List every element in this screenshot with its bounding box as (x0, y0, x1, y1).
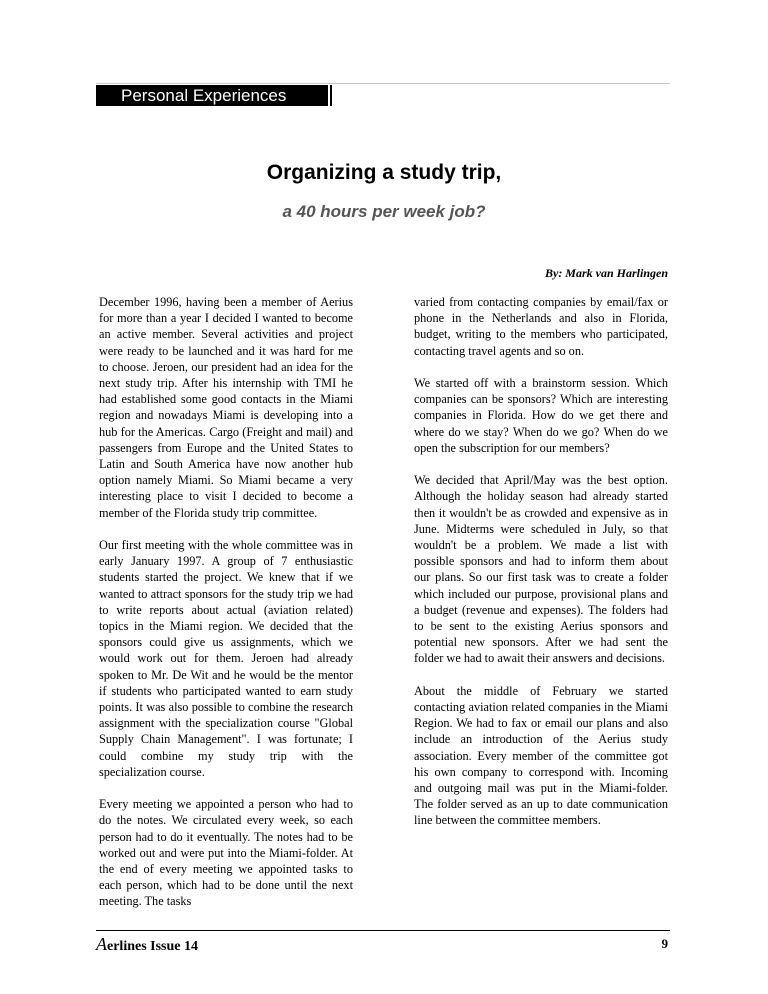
left-column (99, 294, 353, 926)
paragraph: We decided that April/May was the best option. Although the holiday season had already started then it wouldn't be as crowded and expensive as in June. Midterms were scheduled in July, so that wouldn't be a problem. We made a list with possible sponsors and had to inform them about our plans. So our first task was to create a folder which included our purpose, provisional plans and a budget (revenue and expenses). The folders had to be sent to the existing Aerius sponsors and potential new sponsors. After we had sent the folder we had to await their answers and decisions. (414, 473, 668, 666)
page-number: 9 (661, 936, 668, 951)
magazine-logo: A (96, 934, 107, 954)
paragraph: Every meeting we appointed a person who had to do the notes. We circulated every week, so each person had to do it eventually. The notes had to be worked out and were put into the Miami-folder. At the end of every meeting we appointed tasks to each person, which had to be done until the next meeting. The tasks (99, 797, 353, 909)
section-header-label: Personal Experiences (121, 86, 287, 105)
footer-issue: erlines Issue 14 (107, 939, 198, 954)
footer-rule (96, 930, 670, 931)
paragraph: Our first meeting with the whole committee was in early January 1997. A group of 7 enthusiastic students started the project. We knew that if we wanted to attract sponsors for the study trip we had to write reports about actual (aviation related) topics in the Miami region. We decided that the sponsors could give us assignments, which we would work out for them. Jeroen had already spoken to Mr. De Wit and he would be the mentor if students who participated wanted to earn study points. It was also possible to combine the research assignment with the specialization course "Global Supply Chain Management". I was fortunate; I could combine my study trip with the specialization course. (99, 538, 353, 779)
paragraph: About the middle of February we started contacting aviation related companies in the Miami Region. We had to fax or email our plans and also include an introduction of the Aerius study association. Every member of the committee got his own company to correspond with. Incoming and outgoing mail was put in the Miami-folder. The folder served as an up to date communication line between the committee members. (414, 683, 668, 828)
paragraph: December 1996, having been a member of Aerius for more than a year I decided I wanted to become an active member. Several activities and project were ready to be launched and it was hard for me to choose. Jeroen, our president had an idea for the next study trip. After his internship with TMI he had established some good contacts in the Miami region and nowadays Miami is developing into a hub for the Americas. Cargo (Freight and mail) and passengers from Europe and the United States to Latin and South America have now another hub option namely Miami. So Miami became a very interesting place to visit I decided to become a member of the Florida study trip committee. (99, 295, 353, 520)
section-header (96, 85, 332, 106)
article-byline: By: Mark van Harlingen (544, 266, 668, 280)
paragraph: varied from contacting companies by email/fax or phone in the Netherlands and also in Florida, budget, writing to the members who participated, contacting travel agents and so on. (414, 295, 668, 358)
article-subtitle: a 40 hours per week job? (282, 202, 486, 221)
section-header-divider (328, 85, 330, 106)
footer-publication (96, 934, 198, 955)
header-rule (96, 83, 670, 84)
right-column (414, 294, 668, 845)
paragraph: We started off with a brainstorm session. Which companies can be sponsors? Which are interesting companies in Florida. How do we get there and where do we stay? When do we go? When do we open the subscription for our members? (414, 376, 668, 455)
article-title: Organizing a study trip, (266, 161, 502, 184)
